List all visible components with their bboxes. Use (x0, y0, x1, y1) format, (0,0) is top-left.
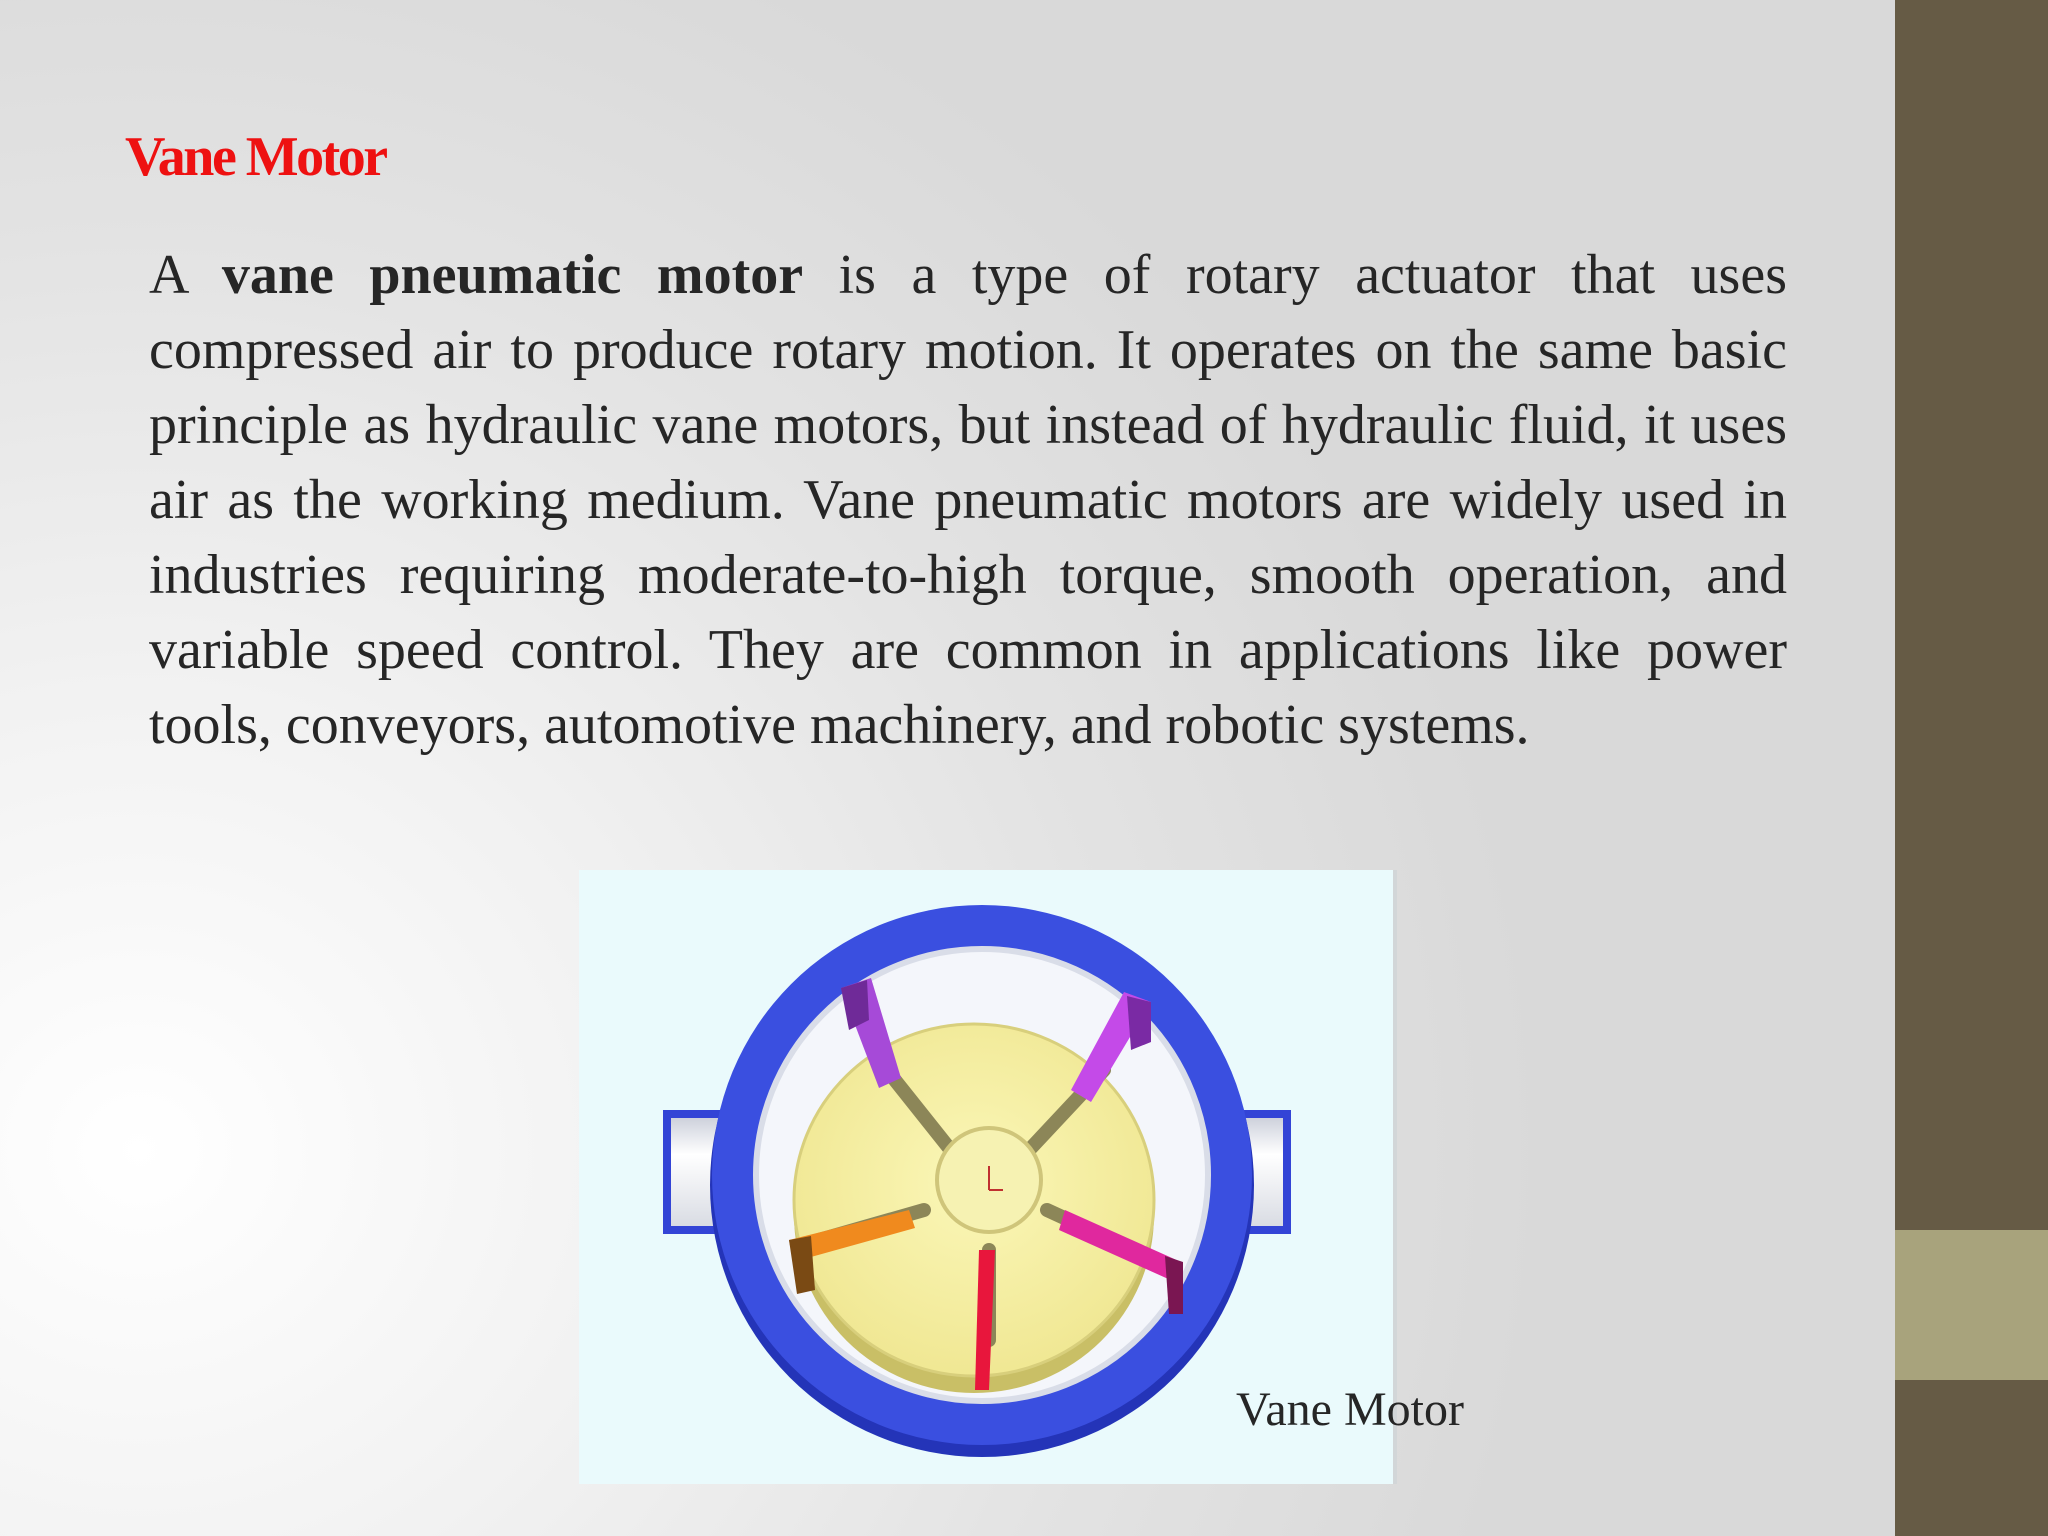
paragraph-lead: A (149, 244, 222, 306)
figure-caption: Vane Motor (1236, 1383, 1464, 1436)
paragraph-rest: is a type of rotary actuator that uses compressed air to produce rotary motion. It operates on the same basic principle as hydraulic vane motors, but instead of hydraulic fluid, it uses air as the working medium. Vane pneumatic motors are widely used in industries requiring moderate-to-high torque, smooth operation, and variable speed control. They are common in applications like power tools, conveyors, automotive machinery, and robotic systems. (149, 244, 1787, 756)
paragraph-bold-term: vane pneumatic motor (221, 244, 804, 306)
side-decor-accent (1895, 1230, 2048, 1380)
body-paragraph (149, 238, 1787, 763)
vane-top-right-tip (1127, 996, 1151, 1050)
slide-title: Vane Motor (125, 126, 386, 188)
